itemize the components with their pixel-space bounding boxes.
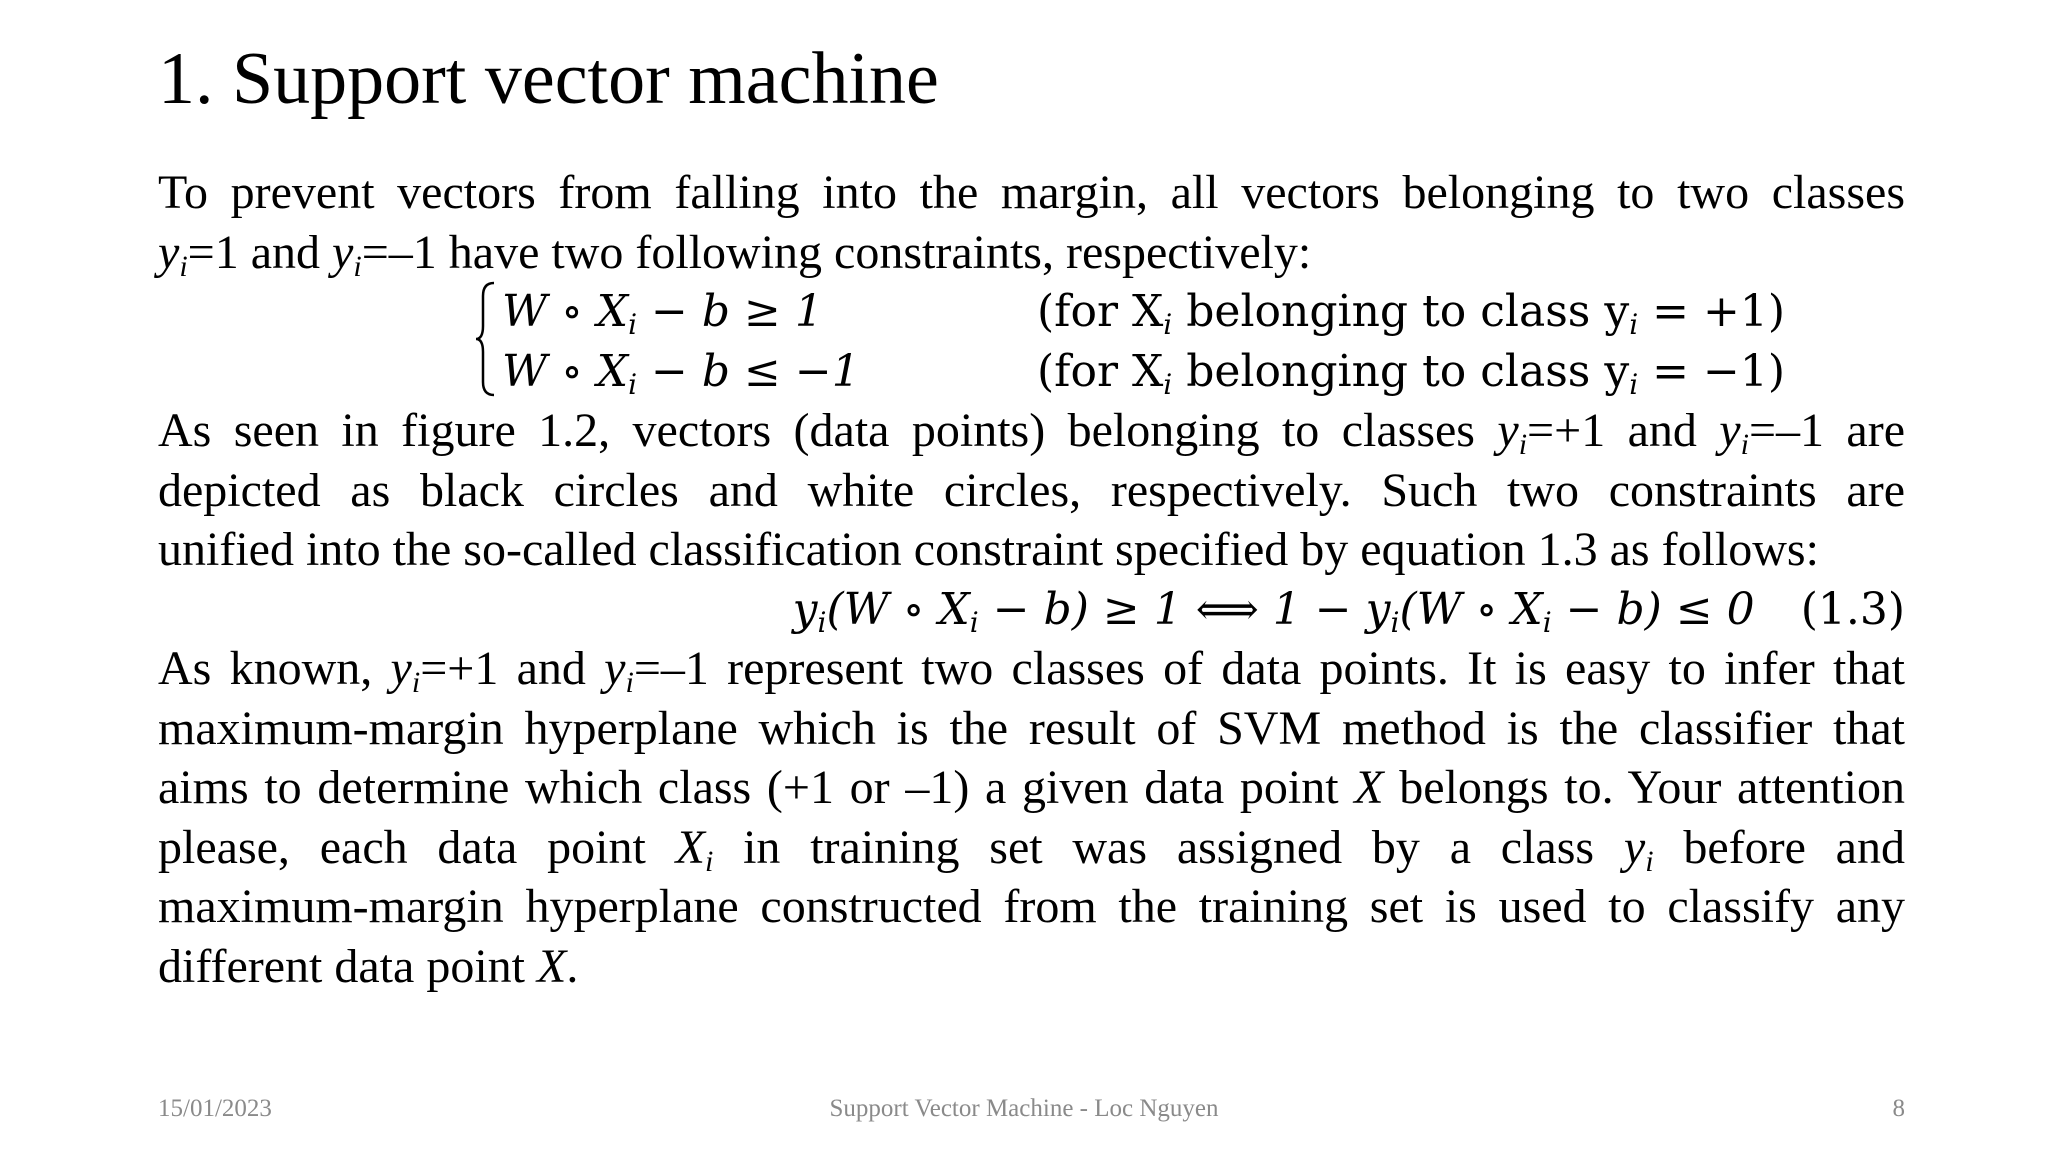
paragraph3-line1 bbox=[158, 639, 1905, 699]
paragraph2-line2: depicted as black circles and white circles, respectively. Such two constraints are bbox=[158, 463, 1905, 517]
text-segment: in training set was assigned by a class bbox=[713, 820, 1624, 874]
footer-title: Support Vector Machine - Loc Nguyen bbox=[829, 1095, 1219, 1122]
text-segment: aims to determine which class (+1 or –1) a given data point bbox=[158, 761, 1355, 814]
subscript-i: i bbox=[353, 249, 362, 283]
var-y: y bbox=[1497, 404, 1519, 457]
text-segment: before and bbox=[1653, 820, 1905, 874]
subscript-i: i bbox=[1629, 367, 1639, 401]
subscript-i: i bbox=[628, 367, 638, 401]
paragraph3-line3 bbox=[158, 758, 1905, 818]
slide-body bbox=[158, 163, 1905, 996]
subscript-i: i bbox=[969, 605, 979, 639]
subscript-i: i bbox=[179, 249, 188, 283]
left-brace-icon bbox=[474, 280, 496, 398]
subscript-i: i bbox=[625, 666, 634, 699]
var-y: y bbox=[332, 225, 354, 279]
paragraph1-line1: To prevent vectors from falling into the margin, all vectors belonging to two classes bbox=[158, 166, 1905, 219]
constraint-system bbox=[158, 282, 1905, 401]
text-segment: =1 and bbox=[187, 225, 333, 279]
constraint-condition bbox=[1037, 342, 1785, 402]
subscript-i: i bbox=[1390, 605, 1400, 639]
constraint-row-1 bbox=[502, 282, 1786, 342]
math-text: (W ∘ X bbox=[1399, 583, 1543, 635]
subscript-i: i bbox=[1629, 308, 1639, 341]
paragraph3-line5: maximum-margin hyperplane constructed from the training set is used to classify any bbox=[158, 880, 1905, 933]
text-segment: . bbox=[566, 939, 579, 993]
paragraph3-line2: maximum-margin hyperplane which is the result of SVM method is the classifier that bbox=[158, 701, 1905, 755]
text-segment: please, each data point bbox=[158, 820, 676, 874]
page-number: 8 bbox=[1892, 1095, 1905, 1122]
slide-title: 1. Support vector machine bbox=[158, 38, 939, 120]
text-segment: =–1 represent two classes of data points. It is easy to infer that bbox=[633, 642, 1905, 695]
math-text: belonging to class y bbox=[1172, 286, 1630, 337]
math-text: W ∘ X bbox=[502, 345, 629, 397]
var-y: y bbox=[1623, 820, 1646, 874]
subscript-i: i bbox=[817, 605, 827, 639]
math-text: y bbox=[792, 583, 818, 635]
paragraph2-line1 bbox=[158, 401, 1905, 461]
math-text: (for X bbox=[1037, 345, 1164, 397]
equation-label: (1.3) bbox=[1800, 583, 1905, 635]
constraint-row-2 bbox=[502, 342, 1786, 402]
paragraph2-line3: unified into the so-called classification constraint specified by equation 1.3 as follows: bbox=[158, 523, 1819, 576]
math-text: − b ≥ 1 bbox=[637, 286, 823, 337]
text-segment: As known, bbox=[158, 642, 391, 695]
subscript-i: i bbox=[1518, 428, 1528, 461]
subscript-i: i bbox=[1645, 844, 1654, 878]
var-y: y bbox=[390, 642, 412, 695]
paragraph3-line6 bbox=[158, 937, 1905, 997]
var-y: y bbox=[604, 642, 626, 695]
var-x: X bbox=[536, 939, 567, 993]
math-text: = +1) bbox=[1638, 286, 1786, 337]
math-text: (for X bbox=[1037, 286, 1164, 337]
math-text: (W ∘ X bbox=[826, 583, 970, 635]
text-segment: =–1 are bbox=[1748, 404, 1905, 457]
subscript-i: i bbox=[1163, 367, 1173, 401]
constraint-condition bbox=[1037, 282, 1785, 342]
subscript-i: i bbox=[411, 666, 421, 699]
math-text: = −1) bbox=[1638, 345, 1786, 397]
subscript-i: i bbox=[628, 308, 638, 341]
var-y: y bbox=[1719, 404, 1741, 457]
text-segment: =–1 have two following constraints, respectively: bbox=[361, 225, 1312, 279]
equation-1-3 bbox=[158, 580, 1905, 640]
text-segment: =+1 and bbox=[1527, 404, 1720, 457]
text-segment: different data point bbox=[158, 939, 537, 993]
math-text: − b) ≤ 0 bbox=[1551, 583, 1755, 635]
math-text: − b) ≥ 1 ⟺ 1 − y bbox=[978, 583, 1391, 635]
paragraph1-line2 bbox=[158, 223, 1905, 283]
math-text: belonging to class y bbox=[1172, 345, 1630, 397]
math-text: − b ≤ −1 bbox=[637, 345, 860, 397]
subscript-i: i bbox=[1163, 308, 1173, 341]
math-text: W ∘ X bbox=[502, 286, 629, 337]
var-y: y bbox=[158, 225, 180, 279]
text-segment: =+1 and bbox=[420, 642, 605, 695]
text-segment: belongs to. Your attention bbox=[1383, 761, 1906, 814]
text-segment: As seen in figure 1.2, vectors (data points) belonging to classes bbox=[158, 404, 1498, 457]
subscript-i: i bbox=[1740, 428, 1749, 461]
var-x: X bbox=[675, 820, 705, 874]
footer-date: 15/01/2023 bbox=[158, 1095, 272, 1122]
var-x: X bbox=[1354, 761, 1384, 814]
paragraph3-line4 bbox=[158, 818, 1905, 878]
subscript-i: i bbox=[704, 844, 714, 878]
subscript-i: i bbox=[1542, 605, 1552, 639]
